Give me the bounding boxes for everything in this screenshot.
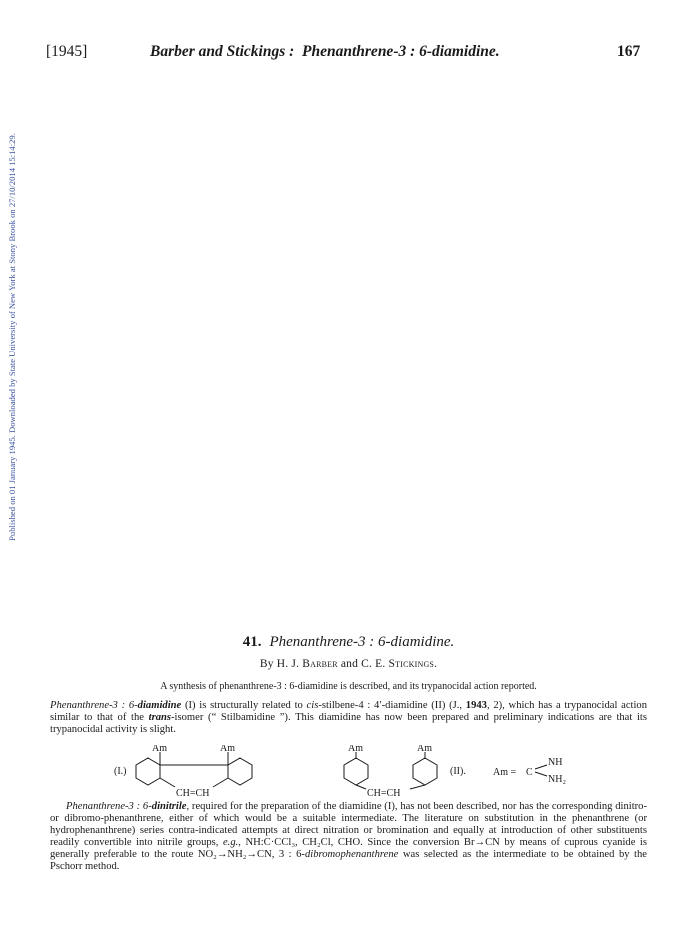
p2-eg: e.g. <box>222 837 239 848</box>
p2-text-1: , required for the preparation of the diamidine (I), has not been described, nor has the corresponding dinitro- or dibromo-phenanthrene, either of which would be a suitable intermediate. The literature on substitution in the phenanthrene (or hydrophenanthrene) series contra-indicated attempts at direct nitration or bromination and equally at introduction of other substituents readily convertible into nitrile groups, <box>50 801 647 848</box>
p1-text-1: (I) is structurally related to <box>181 700 307 711</box>
byline-by: By H. J. <box>259 658 300 670</box>
ring-right-I <box>228 758 252 785</box>
p1-lead-bold: diamidine <box>137 700 182 711</box>
am-label-left-I: Am <box>152 745 167 754</box>
vinyl-left-II <box>356 785 366 789</box>
running-title-text: Phenanthrene-3 : 6-diamidine. <box>302 43 500 60</box>
am-definition: Am = <box>493 767 517 778</box>
p1-text-3: , 2), which has a trypanocidal action similar to that of the <box>50 700 647 723</box>
header-year: [1945] <box>46 43 88 60</box>
author-barber: Barber <box>302 658 338 670</box>
label-II: (II). <box>450 766 466 777</box>
abstract: A synthesis of phenanthrene-3 : 6-diamidine is described, and its trypanocidal action reported. <box>160 681 537 692</box>
bridge-left-I <box>160 778 175 787</box>
page-number: 167 <box>617 43 641 60</box>
ring-left-I <box>136 758 160 785</box>
author-stickings: Stickings. <box>388 658 438 670</box>
article-title <box>0 634 697 651</box>
p2-lead: Phenanthrene-3 : 6- <box>66 801 152 812</box>
vinyl-right-II <box>410 785 425 789</box>
running-title <box>150 43 500 61</box>
bridge-right-I <box>213 778 228 787</box>
article-title-text: Phenanthrene-3 : 6-diamidine. <box>269 634 455 650</box>
paragraph-1 <box>50 700 647 736</box>
am-label-right-I: Am <box>220 745 235 754</box>
running-title-authors: Barber and Stickings : <box>150 43 295 60</box>
am-label-right-II: Am <box>417 745 432 754</box>
structure-diagram <box>50 745 647 797</box>
p1-text-4: -isomer (“ Stilbamidine ”). This diamidine has now been prepared and preliminary indications are that its trypanocidal activity is slight. <box>50 712 647 735</box>
p1-trans: trans <box>148 712 172 723</box>
amidine-bond-nh <box>535 765 547 769</box>
paragraph-2 <box>50 801 647 873</box>
ring-right-II <box>413 758 437 785</box>
download-notice: Published on 01 January 1945. Downloaded by State University of New York at Stony Brook on 27/10/2014 15:14:29. <box>7 133 17 541</box>
p2-dibromo: dibromophenanthrene <box>304 849 399 860</box>
p1-year-ref: 1943 <box>465 700 487 711</box>
p2-lead-bold: dinitrile <box>151 801 187 812</box>
amidine-carbon: C <box>526 767 533 778</box>
amidine-bond-nh2 <box>535 772 547 776</box>
p2-text-3: was selected as the intermediate to be obtained by the Pschorr method. <box>50 849 647 872</box>
amidine-nh: NH <box>548 757 563 768</box>
label-I: (I.) <box>114 766 127 777</box>
p1-text-2: -stilbene-4 : 4′-diamidine (II) (J., <box>318 700 466 711</box>
p2-text-2: , NH:C·CCl₃, CH₂Cl, CHO. Since the conversion Br→CN by means of cuprous cyanide is generally preferable to the route NO₂→NH₂→CN, 3 : 6- <box>50 837 647 860</box>
structure-figure <box>50 745 647 797</box>
byline-and: and C. E. <box>340 658 386 670</box>
article-number: 41. <box>242 634 262 650</box>
ch-eq-ch-II: CH=CH <box>367 788 401 797</box>
p1-lead: Phenanthrene-3 : 6- <box>50 700 138 711</box>
ring-left-II <box>344 758 368 785</box>
byline <box>0 658 697 670</box>
am-label-left-II: Am <box>348 745 363 754</box>
amidine-nh2: NH₂ <box>548 774 566 785</box>
p1-cis: cis <box>306 700 319 711</box>
ch-eq-ch-I: CH=CH <box>176 788 210 797</box>
